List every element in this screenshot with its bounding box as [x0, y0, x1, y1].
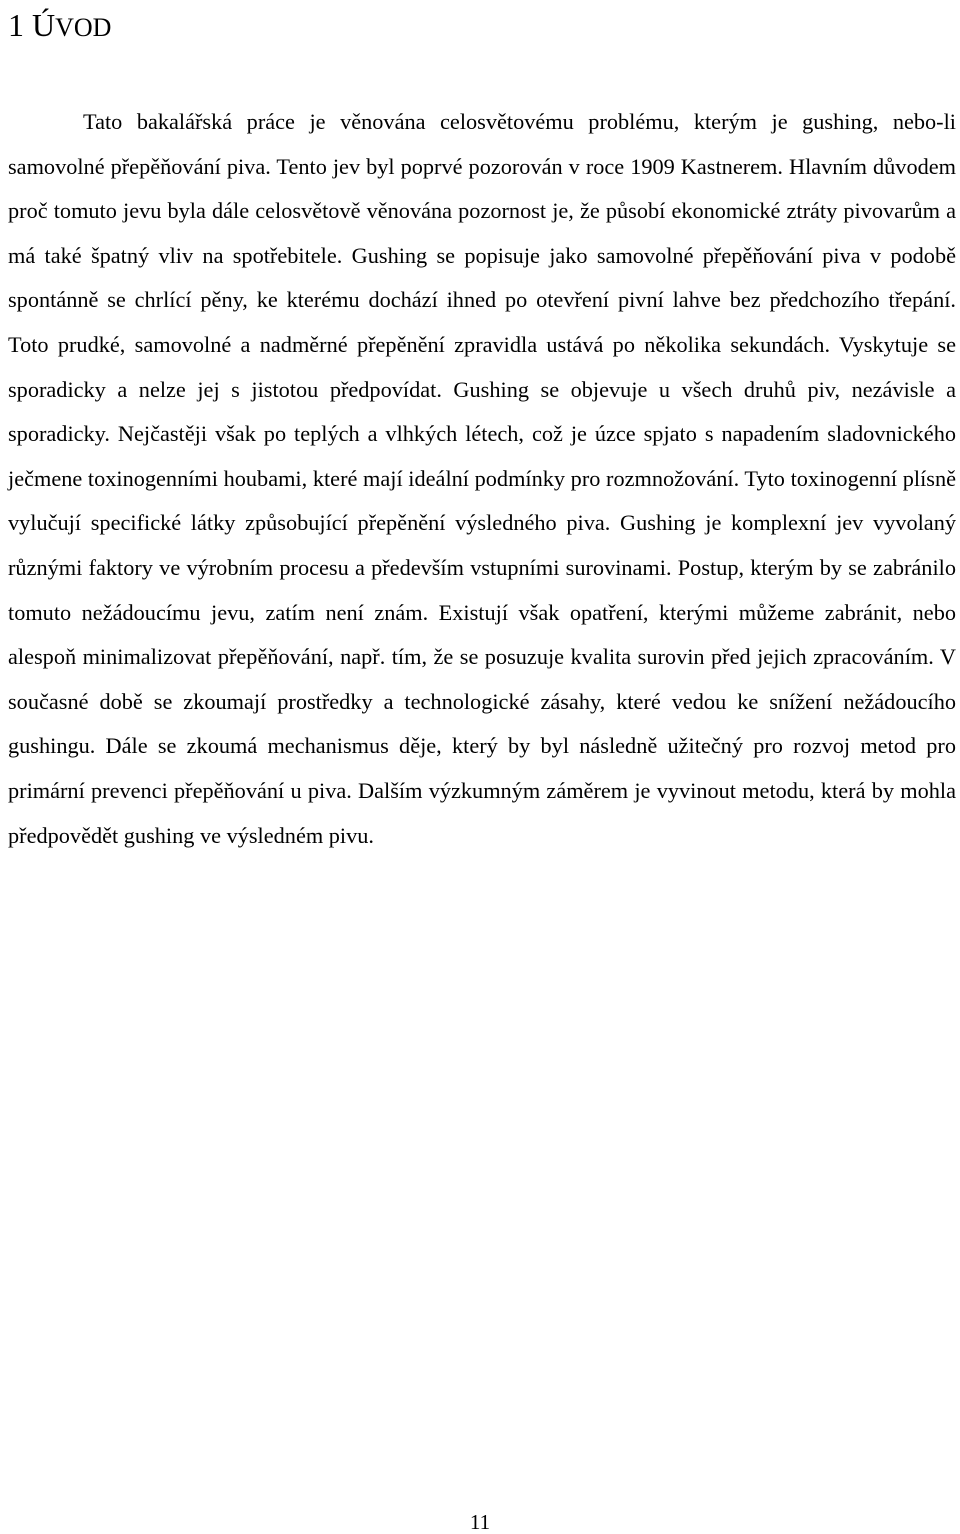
chapter-heading — [8, 6, 111, 47]
body-paragraph: Tato bakalářská práce je věnována celosvětovému problému, kterým je gushing, nebo-li samovolné přepěňování piva. Tento jev byl poprvé pozorován v roce 1909 Kastnerem. Hlavním důvodem proč tomuto jevu byla dále celosvětově věnována pozornost je, že působí ekonomické ztráty pivovarům a má také špatný vliv na spotřebitele. Gushing se popisuje jako samovolné přepěňování piva v podobě spontánně se chrlící pěny, ke kterému dochází ihned po otevření pivní lahve bez předchozího třepání. Toto prudké, samovolné a nadměrné přepěnění zpravidla ustává po několika sekundách. Vyskytuje se sporadicky a nelze jej s jistotou předpovídat. Gushing se objevuje u všech druhů piv, nezávisle a sporadicky. Nejčastěji však po teplých a vlhkých létech, což je úzce spjato s napadením sladovnického ječmene toxinogenními houbami, které mají ideální podmínky pro rozmnožování. Tyto toxinogenní plísně vylučují specifické látky způsobující přepěnění výsledného piva. Gushing je komplexní jev vyvolaný různými faktory ve výrobním procesu a především vstupními surovinami. Postup, kterým by se zabránilo tomuto nežádoucímu jevu, zatím není znám. Existují však opatření, kterými můžeme zabránit, nebo alespoň minimalizovat přepěňování, např. tím, že se posuzuje kvalita surovin před jejich zpracováním. V současné době se zkoumají prostředky a technologické zásahy, které vedou ke snížení nežádoucího gushingu. Dále se zkoumá mechanismus děje, který by byl následně užitečný pro rozvoj metod pro primární prevenci přepěňování u piva. Dalším výzkumným záměrem je vyvinout metodu, která by mohla předpovědět gushing ve výsledném pivu. — [8, 109, 956, 848]
chapter-title-initial: Ú — [32, 7, 56, 43]
page-number: 11 — [469, 1510, 491, 1534]
chapter-number: 1 — [8, 7, 24, 43]
chapter-title-rest: VOD — [55, 13, 112, 42]
